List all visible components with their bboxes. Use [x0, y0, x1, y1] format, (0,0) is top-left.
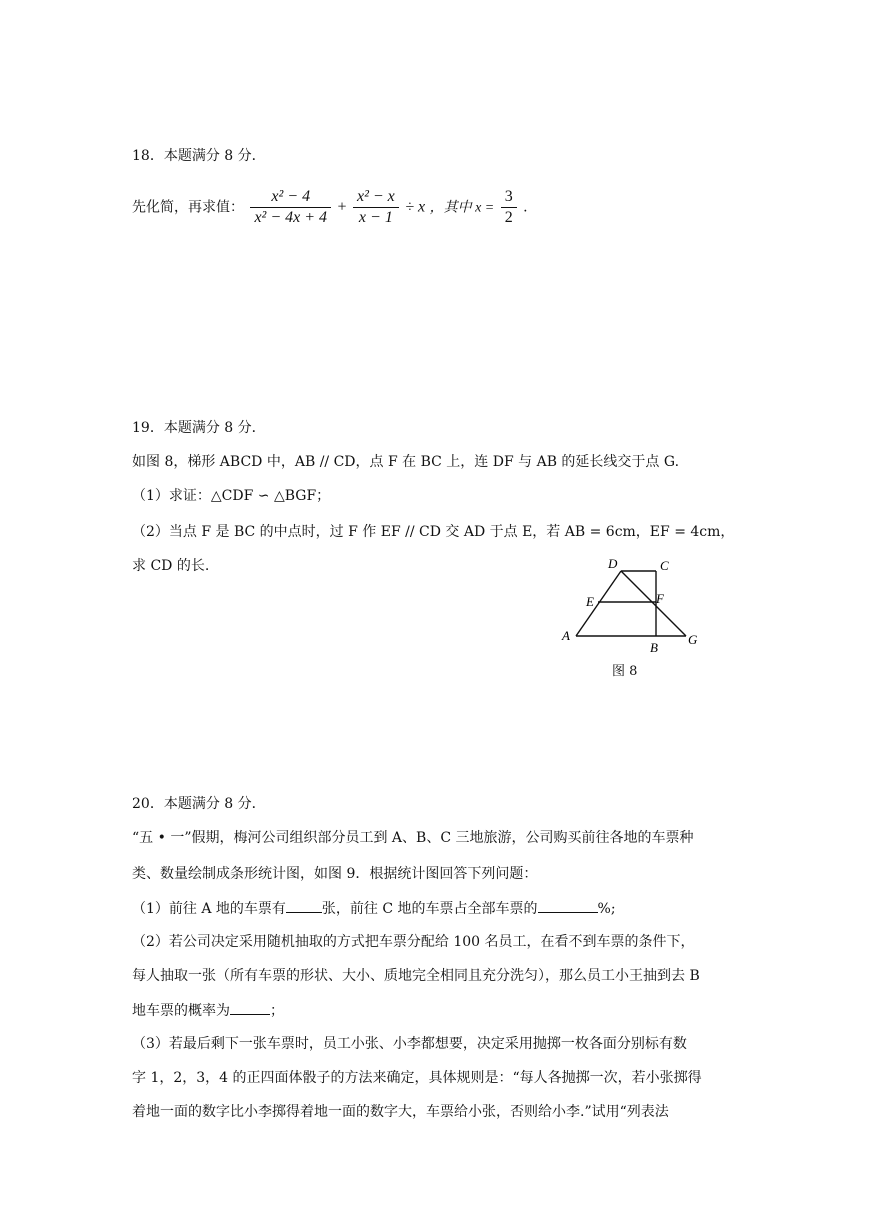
q20-q1-text-c: %; — [597, 901, 616, 917]
q20-q3-line-2: 字 1，2，3，4 的正四面体骰子的方法来确定，具体规则是：“每人各抛掷一次，若小张掷得 — [132, 1070, 702, 1086]
q18-fraction-1 — [250, 188, 331, 227]
q20-q1-blank-2[interactable] — [538, 898, 598, 913]
q18-divide: ÷ x — [405, 198, 426, 216]
q19-header: 19．本题满分 8 分． — [132, 420, 266, 436]
q18-condition: ，其中 x = — [429, 200, 495, 216]
q20-q2-blank[interactable] — [230, 1000, 270, 1015]
line-AD — [576, 571, 621, 636]
q20-para-1: “五 • 一”假期，梅河公司组织部分员工到 A、B、C 三地旅游，公司购买前往各地的车票种 — [132, 830, 694, 846]
q20-q2-text-c: 地车票的概率为 — [132, 1003, 230, 1019]
q20-q2-text-d: ； — [270, 1003, 284, 1019]
label-E: E — [586, 594, 594, 609]
q20-q2-line-3 — [132, 1000, 284, 1021]
q20-q3-line-1: （3）若最后剩下一张车票时，员工小张、小李都想要，决定采用抛掷一枚各面分别标有数 — [132, 1036, 687, 1052]
label-G: G — [688, 632, 698, 647]
label-A: A — [562, 628, 570, 643]
q18-value-fraction — [501, 188, 517, 227]
label-B: B — [650, 640, 658, 655]
q18-frac2-denominator: x − 1 — [358, 209, 393, 226]
q20-q1-text-b: 张，前往 C 地的车票占全部车票的 — [321, 901, 538, 917]
q20-q2-line-2: 每人抽取一张（所有车票的形状、大小、质地完全相同且充分洗匀），那么员工小王抽到去 B — [132, 968, 700, 984]
q20-q1-text-a: （1）前往 A 地的车票有 — [132, 901, 286, 917]
q20-q2-line-1: （2）若公司决定采用随机抽取的方式把车票分配给 100 名员工，在看不到车票的条件下， — [132, 934, 695, 950]
q18-value-denominator: 2 — [504, 209, 513, 226]
q19-part2: （2）当点 F 是 BC 的中点时，过 F 作 EF // CD 交 AD 于点 E，若 AB = 6cm，EF = 4cm， — [132, 524, 735, 540]
q19-part2-cont: 求 CD 的长. — [132, 558, 210, 574]
q18-prompt: 先化简，再求值： — [132, 199, 244, 216]
q18-frac1-denominator: x² − 4x + 4 — [254, 209, 328, 226]
q18-plus: + — [337, 198, 347, 216]
q19-part1: （1）求证：△CDF ∽ △BGF； — [132, 488, 331, 504]
q18-end: . — [523, 199, 528, 216]
line-DG — [621, 571, 686, 636]
q20-q3-line-3: 着地一面的数字比小李掷得着地一面的数字大，车票给小张，否则给小李.”试用“列表法 — [132, 1104, 669, 1120]
q18-frac1-numerator: x² − 4 — [250, 188, 331, 208]
figure-8-caption: 图 8 — [612, 664, 638, 679]
label-D: D — [608, 556, 618, 571]
label-F: F — [656, 591, 664, 606]
q18-frac2-numerator: x² − x — [353, 188, 399, 208]
q18-expression — [132, 188, 528, 227]
q20-question-1 — [132, 898, 616, 919]
q18-value-numerator: 3 — [501, 188, 517, 208]
trapezoid-diagram — [556, 548, 716, 668]
label-C: C — [660, 558, 669, 573]
q20-header: 20．本题满分 8 分． — [132, 796, 266, 812]
q19-intro: 如图 8，梯形 ABCD 中，AB // CD，点 F 在 BC 上，连 DF 与 AB 的延长线交于点 G. — [132, 454, 680, 470]
q18-header: 18．本题满分 8 分． — [132, 148, 266, 164]
q20-para-2: 类、数量绘制成条形统计图，如图 9．根据统计图回答下列问题： — [132, 866, 538, 882]
q18-fraction-2 — [353, 188, 399, 227]
q20-q1-blank-1[interactable] — [286, 898, 322, 913]
